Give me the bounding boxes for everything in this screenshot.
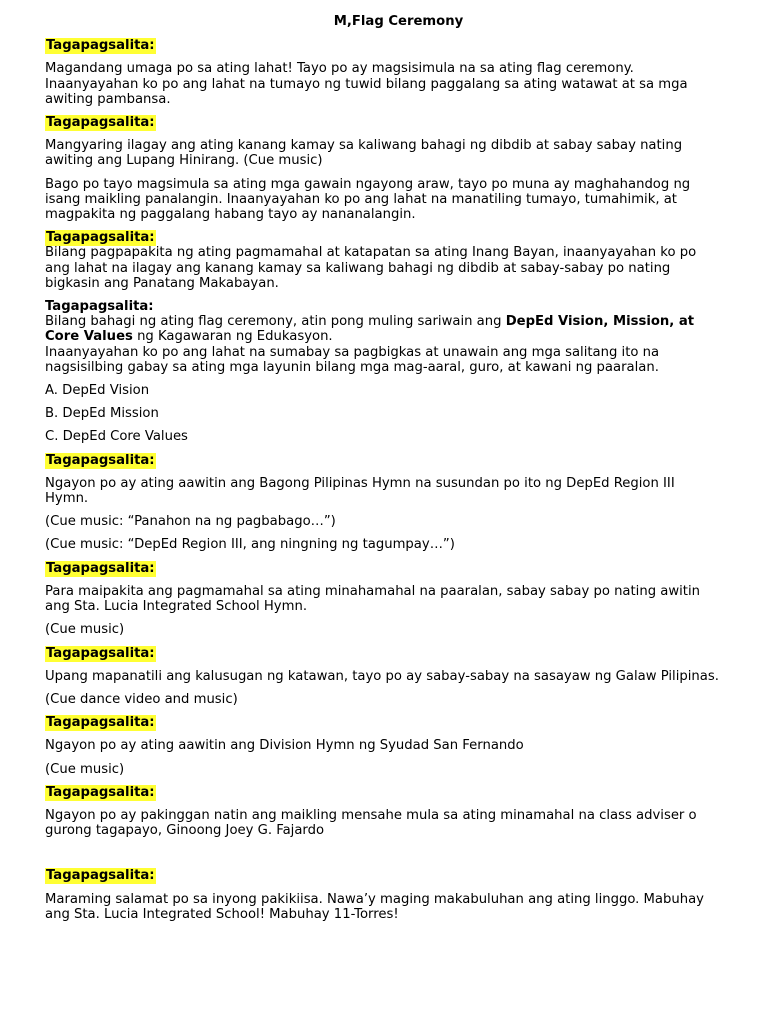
speaker-highlight: Tagapagsalita:	[46, 715, 155, 731]
speaker-label	[45, 230, 722, 245]
paragraph-adviser-message: Ngayon po ay pakinggan natin ang maikling mensahe mula sa ating minamahal na class adviser o gurong tagapayo, Ginoong Joey G. Fajardo	[45, 807, 697, 839]
speaker-label	[45, 715, 722, 730]
cue-music: (Cue music)	[45, 622, 125, 638]
document-title: M,Flag Ceremony	[333, 14, 464, 29]
speaker-highlight: Tagapagsalita:	[46, 868, 155, 884]
speaker-highlight: Tagapagsalita:	[46, 645, 155, 661]
cue-dance: (Cue dance video and music)	[45, 691, 238, 707]
paragraph-anthem: Mangyaring ilagay ang ating kanang kamay sa kaliwang bahagi ng dibdib at sabay sabay nating awiting ang Lupang Hinirang. (Cue music)	[45, 138, 683, 169]
speaker-label	[45, 785, 722, 800]
speaker-highlight: Tagapagsalita:	[46, 560, 155, 576]
speaker-label	[45, 115, 722, 130]
paragraph-closing: Maraming salamat po sa inyong pakikiisa. Nawa’y maging makabuluhan ang ating linggo. Mabuhay ang Sta. Lucia Integrated School! Mabuhay 11-Torres!	[45, 891, 704, 922]
vision-intro-bold: DepEd Vision, Mission, at Core Values	[45, 314, 695, 345]
paragraph-vision-intro	[45, 314, 722, 344]
speaker-label	[45, 561, 722, 576]
speaker-label-plain: Tagapagsalita:	[45, 299, 154, 315]
speaker-highlight: Tagapagsalita:	[46, 230, 155, 246]
paragraph-hymns: Ngayon po ay ating aawitin ang Bagong Pilipinas Hymn na susundan po ito ng DepEd Region III Hymn.	[45, 475, 675, 507]
speaker-highlight: Tagapagsalita:	[46, 784, 155, 800]
cue-music: (Cue music)	[45, 761, 125, 777]
paragraph-prayer: Bago po tayo magsimula sa ating mga gawain ngayong araw, tayo po muna ay maghahandog ng isang maikling panalangin. Inaanyayahan ko po ang lahat na manatiling tumayo, tumahimik, at magpakita ng paggalang habang tayo ay nananalangin.	[45, 176, 691, 223]
list-item-vision: A. DepEd Vision	[45, 383, 150, 399]
list-item-core-values: C. DepEd Core Values	[45, 429, 188, 445]
speaker-highlight: Tagapagsalita:	[46, 115, 155, 131]
speaker-label	[45, 868, 722, 883]
paragraph-school-hymn: Para maipakita ang pagmamahal sa ating minahamahal na paaralan, sabay sabay po nating awitin ang Sta. Lucia Integrated School Hymn.	[45, 583, 700, 615]
list-item-mission: B. DepEd Mission	[45, 406, 159, 422]
vision-intro-post: ng Kagawaran ng Edukasyon.	[132, 329, 333, 345]
cue-bagong-pilipinas: (Cue music: “Panahon na ng pagbabago…”)	[45, 514, 336, 530]
paragraph-exercise: Upang mapanatili ang kalusugan ng katawan, tayo po ay sabay-sabay na sasayaw ng Galaw Pilipinas.	[45, 668, 719, 684]
paragraph-vision-invite: Inaanyayahan ko po ang lahat na sumabay sa pagbigkas at unawain ang mga salitang ito na nagsisilbing gabay sa ating mga layunin bilang mga mag-aaral, guro, at kawani ng paaralan.	[45, 344, 660, 375]
speaker-label	[45, 453, 722, 468]
vision-intro-pre: Bilang bahagi ng ating flag ceremony, atin pong muling sariwain ang	[45, 314, 506, 330]
speaker-highlight: Tagapagsalita:	[46, 452, 155, 468]
speaker-label	[45, 38, 722, 53]
paragraph-welcome: Magandang umaga po sa ating lahat! Tayo po ay magsisimula na sa ating flag ceremony. Inaanyayahan ko po ang lahat na tumayo ng tuwid bilang paggalang sa ating watawat at sa mga awiting pambansa.	[45, 61, 688, 107]
speaker-highlight: Tagapagsalita:	[46, 38, 155, 54]
cue-region-hymn: (Cue music: “DepEd Region III, ang ningning ng tagumpay…”)	[45, 537, 455, 553]
paragraph-pledge: Bilang pagpapakita ng ating pagmamahal at katapatan sa ating Inang Bayan, inaanyayahan ko po ang lahat na ilagay ang kanang kamay sa kaliwang bahagi ng dibdib at sabay-sabay po nating bigkasin ang Panatang Makabayan.	[45, 245, 697, 291]
paragraph-division-hymn: Ngayon po ay ating aawitin ang Division Hymn ng Syudad San Fernando	[45, 738, 524, 754]
speaker-label	[45, 646, 722, 661]
